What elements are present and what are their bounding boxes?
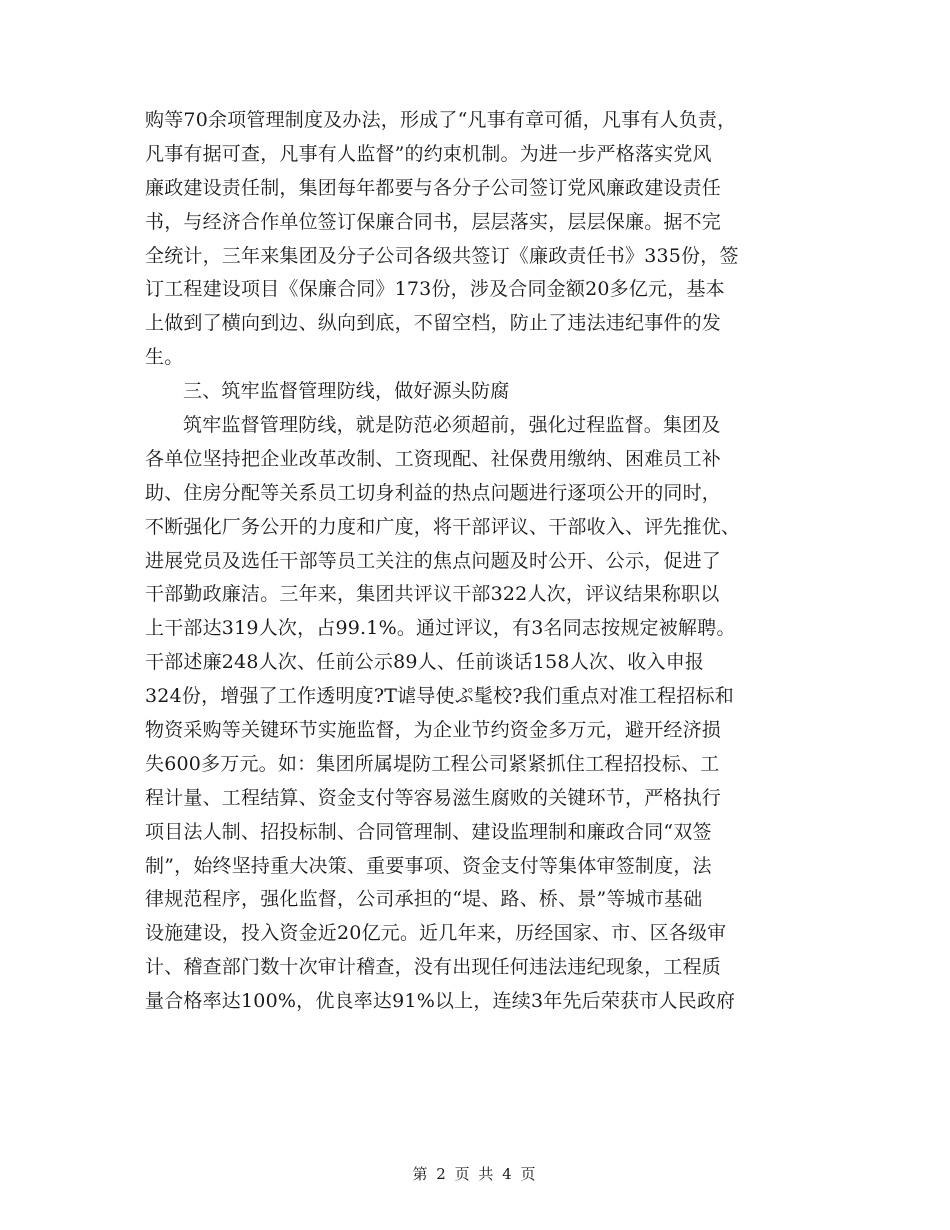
document-body bbox=[145, 104, 815, 1019]
text-line: 进展党员及选任干部等员工关注的焦点问题及时公开、公示，促进了 bbox=[145, 549, 722, 572]
text-line: 不断强化厂务公开的力度和广度，将干部评议、干部收入、评先推优、 bbox=[145, 515, 741, 538]
page-footer bbox=[0, 1163, 950, 1184]
text-line: 程计量、工程结算、资金支付等容易滋生腐败的关键环节，严格执行 bbox=[145, 786, 722, 809]
text-line: 书，与经济合作单位签订保廉合同书，层层落实，层层保廉。据不完 bbox=[145, 210, 722, 233]
section-heading: 三、筑牢监督管理防线，做好源头防腐 bbox=[183, 380, 510, 403]
text-line: 干部勤政廉洁。三年来，集团共评议干部322人次，评议结果称职以 bbox=[145, 583, 720, 606]
text-line: 凡事有据可查，凡事有人监督”的约束机制。为进一步严格落实党风 bbox=[145, 142, 712, 165]
text-line: 324份，增强了工作透明度?T谑导使ぷ髦校?我们重点对准工程招标和 bbox=[145, 685, 734, 708]
text-line: 助、住房分配等关系员工切身利益的热点问题进行逐项公开的同时， bbox=[145, 481, 722, 504]
paragraph-first-line: 筑牢监督管理防线，就是防范必须超前，强化过程监督。集团及 bbox=[183, 414, 721, 437]
text-line: 各单位坚持把企业改革改制、工资现配、社保费用缴纳、困难员工补 bbox=[145, 447, 722, 470]
text-line: 物资采购等关键环节实施监督，为企业节约资金多万元，避开经济损 bbox=[145, 719, 722, 742]
text-line: 廉政建设责任制，集团每年都要与各分子公司签订党风廉政建设责任 bbox=[145, 176, 722, 199]
text-line: 订工程建设项目《保廉合同》173份，涉及合同金额20多亿元，基本 bbox=[145, 278, 725, 301]
text-line: 干部述廉248人次、任前公示89人、任前谈话158人次、收入申报 bbox=[145, 651, 705, 674]
text-line: 全统计，三年来集团及分子公司各级共签订《廉政责任书》335份，签 bbox=[145, 244, 739, 267]
text-line: 制”，始终坚持重大决策、重要事项、资金支付等集体审签制度，法 bbox=[145, 854, 712, 877]
page-number: 第 2 页 共 4 页 bbox=[412, 1165, 538, 1183]
text-line: 上做到了横向到边、纵向到底，不留空档，防止了违法违纪事件的发 bbox=[145, 312, 722, 335]
text-line: 律规范程序，强化监督，公司承担的“堤、路、桥、景”等城市基础 bbox=[145, 888, 703, 911]
text-line: 上干部达319人次，占99.1%。通过评议，有3名同志按规定被解聘。 bbox=[145, 617, 736, 640]
text-line: 购等70余项管理制度及办法，形成了“凡事有章可循，凡事有人负责， bbox=[145, 109, 737, 131]
text-line: 计、稽查部门数十次审计稽查，没有出现任何违法违纪现象，工程质 bbox=[145, 956, 722, 979]
text-line: 项目法人制、招投标制、合同管理制、建设监理制和廉政合同“双签 bbox=[145, 820, 712, 843]
text-line: 生。 bbox=[145, 346, 184, 369]
text-line: 量合格率达100%，优良率达91%以上，连续3年先后荣获市人民政府 bbox=[145, 990, 736, 1013]
text-line: 失600多万元。如：集团所属堤防工程公司紧紧抓住工程招投标、工 bbox=[145, 752, 720, 775]
text-line: 设施建设，投入资金近20亿元。近几年来，历经国家、市、区各级审 bbox=[145, 922, 727, 945]
